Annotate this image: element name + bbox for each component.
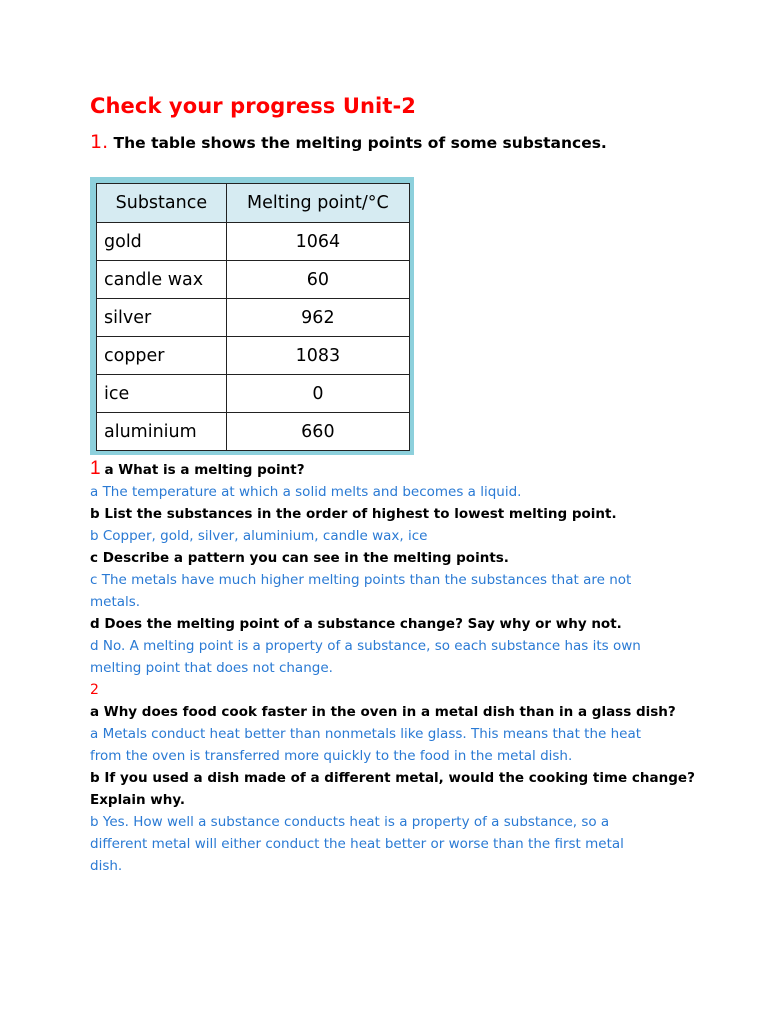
cell-substance: aluminium [97,413,227,451]
cell-substance: gold [97,223,227,261]
table-header-row [97,184,410,223]
question-text: a What is a melting point? [104,462,305,478]
cell-substance: candle wax [97,261,227,299]
question-1d: d Does the melting point of a substance change? Say why or why not. [90,616,622,632]
table-row [97,223,410,261]
answer-1c-line: c The metals have much higher melting points than the substances that are not [90,572,632,588]
question-1c: c Describe a pattern you can see in the melting points. [90,550,509,566]
cell-substance: silver [97,299,227,337]
answer-2b-line: b Yes. How well a substance conducts heat is a property of a substance, so a [90,814,610,830]
cell-substance: copper [97,337,227,375]
table-row [97,413,410,451]
melting-point-table-frame [90,177,414,455]
table-row [97,261,410,299]
cell-substance: ice [97,375,227,413]
cell-melting-point: 660 [226,413,409,451]
question-1-intro [90,131,607,153]
cell-melting-point: 962 [226,299,409,337]
question-2b-line: Explain why. [90,792,186,808]
answer-2a-line: a Metals conduct heat better than nonmetals like glass. This means that the heat [90,726,642,742]
section-number: 1 [90,458,101,479]
question-2a: a Why does food cook faster in the oven in a metal dish than in a glass dish? [90,704,676,720]
answer-1c-line: metals. [90,594,141,610]
cell-melting-point: 1083 [226,337,409,375]
question-1a [90,458,690,481]
page-title: Check your progress Unit-2 [90,94,416,118]
table-row [97,375,410,413]
answer-2b-line: different metal will either conduct the heat better or worse than the first metal [90,836,624,852]
answer-1d-line: d No. A melting point is a property of a substance, so each substance has its own [90,638,641,654]
question-number: 1. [90,131,109,153]
answer-2b-line: dish. [90,858,123,874]
cell-melting-point: 1064 [226,223,409,261]
column-header-melting-point: Melting point/°C [226,184,409,223]
question-text: The table shows the melting points of some substances. [113,134,607,152]
section-number-2: 2 [90,682,99,698]
answer-1a: a The temperature at which a solid melts and becomes a liquid. [90,484,522,500]
answer-2a-line: from the oven is transferred more quickly to the food in the metal dish. [90,748,573,764]
table-row [97,337,410,375]
question-1b: b List the substances in the order of highest to lowest melting point. [90,506,617,522]
answer-1d-line: melting point that does not change. [90,660,333,676]
column-header-substance: Substance [97,184,227,223]
answer-1b: b Copper, gold, silver, aluminium, candle wax, ice [90,528,428,544]
question-2b-line: b If you used a dish made of a different metal, would the cooking time change? [90,770,695,786]
table-row [97,299,410,337]
answers-section-1 [90,458,695,877]
cell-melting-point: 0 [226,375,409,413]
melting-point-table [96,183,410,451]
cell-melting-point: 60 [226,261,409,299]
